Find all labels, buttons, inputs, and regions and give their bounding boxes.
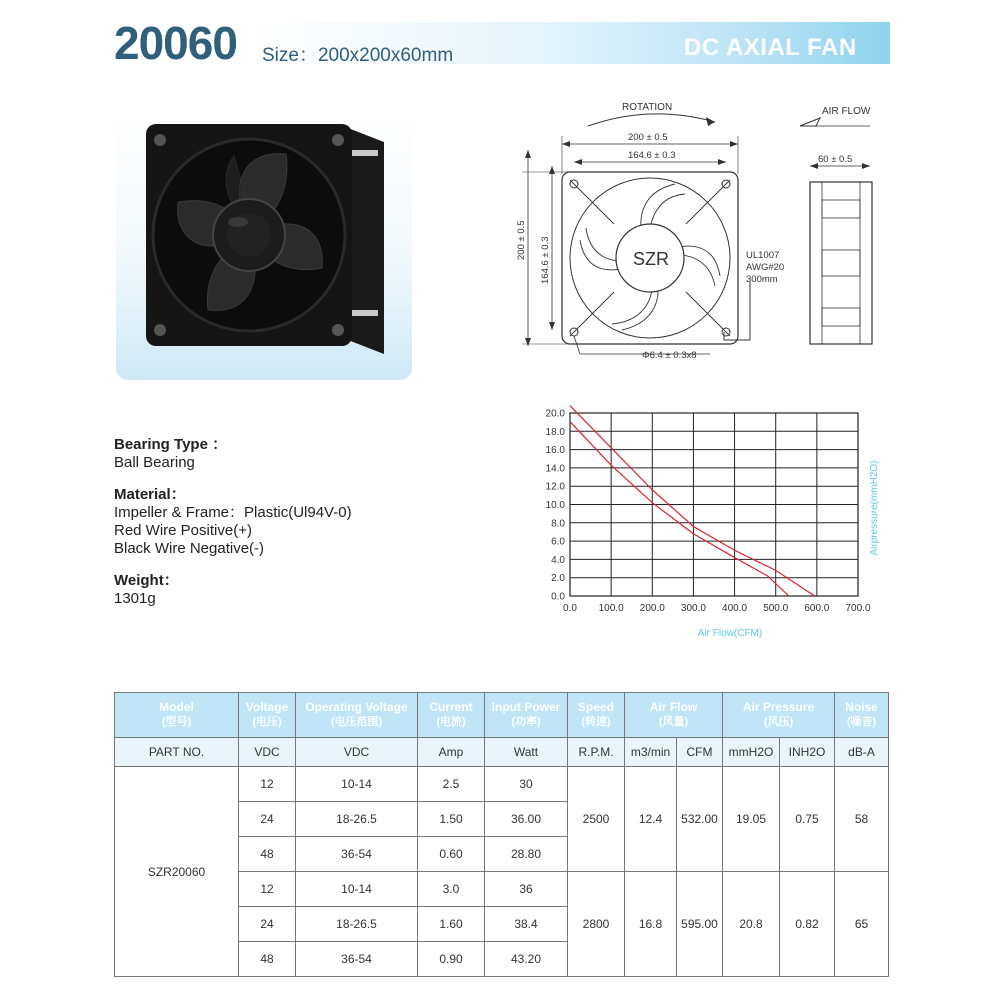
pq-curve-line (570, 406, 815, 596)
m3min-cell: 16.8 (625, 872, 677, 977)
power-cell: 36.00 (485, 802, 568, 837)
current-cell: 2.5 (418, 767, 485, 802)
table-row (115, 767, 889, 802)
inh2o-cell: 0.82 (780, 872, 835, 977)
y-axis-title: Airpressure(mmH2O) (869, 460, 880, 556)
col-header-model: Model (型号) (115, 693, 239, 738)
unit-cell: mmH2O (723, 738, 780, 767)
size-value: 200x200x60mm (317, 45, 454, 66)
col-header-voltage: Voltage (电压) (239, 693, 296, 738)
range-cell: 36-54 (296, 837, 418, 872)
pq-curve-line (570, 422, 789, 596)
unit-cell: PART NO. (115, 738, 239, 767)
power-cell: 30 (485, 767, 568, 802)
material-spec (114, 486, 474, 558)
power-cell: 28.80 (485, 837, 568, 872)
current-cell: 0.90 (418, 942, 485, 977)
bearing-spec (114, 436, 474, 472)
mmh2o-cell: 20.8 (723, 872, 780, 977)
noise-cell: 58 (835, 767, 889, 872)
spec-table (114, 692, 889, 977)
size-label (262, 40, 453, 67)
x-tick-label: 400.0 (722, 603, 748, 614)
x-tick-label: 600.0 (804, 603, 830, 614)
col-header-speed: Speed (转速) (568, 693, 625, 738)
model-number: 20060 (114, 17, 237, 69)
bearing-value: Ball Bearing (114, 454, 195, 471)
current-cell: 1.60 (418, 907, 485, 942)
chart-grid (570, 413, 858, 596)
y-tick-label: 18.0 (545, 426, 565, 438)
wire-spec-2: AWG#20 (746, 262, 785, 273)
mmh2o-cell: 19.05 (723, 767, 780, 872)
unit-cell: Watt (485, 738, 568, 767)
voltage-cell: 24 (239, 802, 296, 837)
col-header-air-flow: Air Flow (风量) (625, 693, 723, 738)
x-tick-label: 200.0 (639, 603, 665, 614)
range-cell: 10-14 (296, 872, 418, 907)
power-cell: 43.20 (485, 942, 568, 977)
unit-cell: CFM (677, 738, 723, 767)
noise-cell: 65 (835, 872, 889, 977)
dimension-drawing (510, 96, 890, 376)
part-number-cell: SZR20060 (115, 767, 239, 977)
y-tick-label: 16.0 (545, 445, 565, 457)
speed-cell: 2500 (568, 767, 625, 872)
y-tick-label: 0.0 (551, 591, 565, 603)
speed-cell: 2800 (568, 872, 625, 977)
page-header (0, 10, 1000, 74)
cfm-cell: 595.00 (677, 872, 723, 977)
range-cell: 18-26.5 (296, 802, 418, 837)
current-cell: 3.0 (418, 872, 485, 907)
bearing-heading: Bearing Type ： (114, 436, 228, 453)
dim-depth: 60 ± 0.5 (818, 154, 853, 165)
x-tick-label: 300.0 (680, 603, 706, 614)
table-unit-row (115, 738, 889, 767)
y-tick-label: 20.0 (545, 408, 565, 420)
voltage-cell: 48 (239, 942, 296, 977)
rotation-label: ROTATION (622, 102, 673, 113)
brand-label: SZR (633, 249, 669, 269)
hole-spec: Φ6.4 ± 0.3x8 (642, 350, 697, 361)
current-cell: 1.50 (418, 802, 485, 837)
performance-chart (520, 402, 890, 657)
unit-cell: dB-A (835, 738, 889, 767)
fan-photo-illustration (116, 110, 412, 380)
cfm-cell: 532.00 (677, 767, 723, 872)
col-header-current: Current (电流) (418, 693, 485, 738)
size-prefix: Size： (262, 45, 318, 66)
y-tick-label: 8.0 (551, 518, 565, 530)
unit-cell: R.P.M. (568, 738, 625, 767)
material-line: Black Wire Negative(-) (114, 540, 265, 557)
wire-spec-3: 300mm (746, 274, 778, 285)
voltage-cell: 24 (239, 907, 296, 942)
wire-spec-1: UL1007 (746, 250, 780, 261)
x-tick-label: 0.0 (563, 603, 577, 614)
range-cell: 10-14 (296, 767, 418, 802)
power-cell: 38.4 (485, 907, 568, 942)
pq-curve-chart (520, 402, 890, 652)
y-tick-label: 14.0 (545, 463, 565, 475)
power-cell: 36 (485, 872, 568, 907)
material-line: Red Wire Positive(+) (114, 522, 252, 539)
weight-spec (114, 572, 474, 608)
dim-inner-height: 164.6 ± 0.3 (540, 236, 551, 284)
range-cell: 18-26.5 (296, 907, 418, 942)
y-tick-label: 2.0 (551, 573, 565, 585)
material-line: Impeller & Frame：Plastic(Ul94V-0) (114, 504, 352, 521)
unit-cell: m3/min (625, 738, 677, 767)
x-tick-label: 500.0 (763, 603, 789, 614)
weight-heading: Weight： (114, 572, 179, 589)
chart-ticks (546, 409, 871, 615)
chart-series (570, 406, 815, 596)
y-tick-label: 10.0 (545, 500, 565, 511)
y-tick-label: 4.0 (551, 554, 565, 566)
range-cell: 36-54 (296, 942, 418, 977)
product-photo-card (116, 110, 412, 380)
dim-inner-width: 164.6 ± 0.3 (628, 150, 676, 161)
y-tick-label: 6.0 (551, 536, 565, 548)
col-header-air-pressure: Air Pressure (风压) (723, 693, 835, 738)
table-header-row (115, 693, 889, 738)
voltage-cell: 12 (239, 767, 296, 802)
dim-outer-width: 200 ± 0.5 (628, 132, 668, 143)
x-tick-label: 100.0 (598, 603, 624, 614)
x-tick-label: 700.0 (845, 603, 871, 614)
x-axis-title: Air Flow(CFM) (697, 628, 763, 639)
unit-cell: INH2O (780, 738, 835, 767)
weight-value: 1301g (114, 590, 156, 607)
unit-cell: VDC (239, 738, 296, 767)
material-heading: Material： (114, 486, 186, 503)
unit-cell: VDC (296, 738, 418, 767)
col-header-noise: Noise (噪音) (835, 693, 889, 738)
col-header-input-power: Input Power (功率) (485, 693, 568, 738)
col-header-operating-voltage: Operating Voltage (电压范围) (296, 693, 418, 738)
spec-text (114, 436, 474, 622)
dim-outer-height: 200 ± 0.5 (516, 220, 527, 260)
air-flow-label: AIR FLOW (822, 106, 871, 117)
current-cell: 0.60 (418, 837, 485, 872)
product-category-title: DC AXIAL FAN (684, 34, 857, 61)
y-tick-label: 12.0 (545, 481, 565, 493)
m3min-cell: 12.4 (625, 767, 677, 872)
inh2o-cell: 0.75 (780, 767, 835, 872)
unit-cell: Amp (418, 738, 485, 767)
voltage-cell: 12 (239, 872, 296, 907)
voltage-cell: 48 (239, 837, 296, 872)
